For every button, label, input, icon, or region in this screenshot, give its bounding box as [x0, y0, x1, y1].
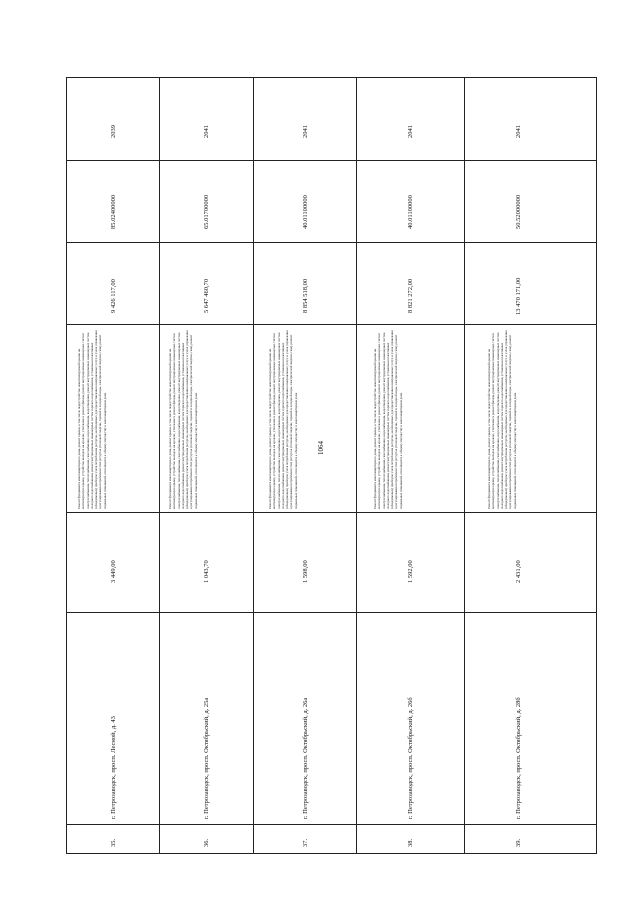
- row-number: 36.: [203, 838, 210, 847]
- area-value: 1 598,00: [302, 560, 309, 583]
- year-cell: [254, 78, 356, 160]
- code-cell: [67, 160, 159, 242]
- year-value: 2039: [110, 125, 117, 138]
- year-value: 2041: [203, 125, 210, 138]
- row-number: 37.: [302, 838, 309, 847]
- code-value: 65.01700000: [203, 194, 210, 229]
- table-row: [357, 78, 465, 853]
- address-cell: [160, 612, 253, 824]
- code-value: 50.52000000: [515, 194, 522, 229]
- year-cell: [357, 78, 464, 160]
- cost-cell: [465, 242, 596, 324]
- table-row: [254, 78, 357, 853]
- year-value: 2041: [302, 125, 309, 138]
- row-number: 39.: [515, 838, 522, 847]
- address-cell: [254, 612, 356, 824]
- works-text: Ремонт фундамента многоквартирного дома, ремонт крыши, в том числе переустройство невентилируемой крыши на вентилируемую крышу, устройство выходов на кровлю, утепление и ремонт фасада, ремонт внутридомовых инженерных систем электроснабжения, теплоснабжения, газоснабжения, водоснабжения, водоотведения, ремонт внутридомовых инженерных систем холодного водоснабжения, ремонт внутридомовых инженерных систем горячего водоснабжения, установка коллективных (общедомовых) приборов учета потребления ресурсов, необходимых для предоставления коммунальных услуг, и узлов управления и регулирования потребления этих ресурсов (тепловой энергии, горячей и холодной воды, электрической энергии, газа), ремонт подвальных помещений, относящихся к общему имуществу в многоквартирном доме: [77, 330, 107, 509]
- table-row: [160, 78, 254, 853]
- row-number: 35.: [110, 838, 117, 847]
- works-cell: [67, 324, 159, 512]
- number-cell: [67, 824, 159, 855]
- area-cell: [160, 512, 253, 612]
- address-cell: [67, 612, 159, 824]
- works-cell: [160, 324, 253, 512]
- address-value: г. Петрозаводск, просп. Октябрьский, д. 28б: [515, 697, 522, 819]
- works-text: Ремонт фундамента многоквартирного дома, ремонт крыши, в том числе переустройство невентилируемой крыши на вентилируемую крышу, устройство выходов на кровлю, утепление и ремонт фасада, ремонт внутридомовых инженерных систем электроснабжения, теплоснабжения, газоснабжения, водоснабжения, водоотведения, ремонт внутридомовых инженерных систем холодного водоснабжения, ремонт внутридомовых инженерных систем горячего водоснабжения, установка коллективных (общедомовых) приборов учета потребления ресурсов, необходимых для предоставления коммунальных услуг, и узлов управления и регулирования потребления этих ресурсов (тепловой энергии, горячей и холодной воды, электрической энергии, газа), ремонт подвальных помещений, относящихся к общему имуществу в многоквартирном доме: [487, 330, 517, 509]
- area-cell: [465, 512, 596, 612]
- cost-cell: [357, 242, 464, 324]
- code-value: 40.01100000: [407, 195, 414, 229]
- cost-cell: [254, 242, 356, 324]
- year-value: 2041: [407, 125, 414, 138]
- cost-value: 8 821 272,00: [407, 278, 414, 313]
- code-cell: [465, 160, 596, 242]
- page-number: 1064: [317, 441, 325, 455]
- area-value: 1 592,00: [407, 560, 414, 583]
- year-value: 2041: [515, 125, 522, 138]
- table-row: [465, 78, 596, 853]
- works-cell: [254, 324, 356, 512]
- works-text: Ремонт фундамента многоквартирного дома, ремонт крыши, в том числе переустройство невентилируемой крыши на вентилируемую крышу, устройство выходов на кровлю, утепление и ремонт фасада, ремонт внутридомовых инженерных систем электроснабжения, теплоснабжения, газоснабжения, водоснабжения, водоотведения, ремонт внутридомовых инженерных систем холодного водоснабжения, ремонт внутридомовых инженерных систем горячего водоснабжения, установка коллективных (общедомовых) приборов учета потребления ресурсов, необходимых для предоставления коммунальных услуг, и узлов управления и регулирования потребления этих ресурсов (тепловой энергии, горячей и холодной воды, электрической энергии, газа), ремонт подвальных помещений, относящихся к общему имуществу в многоквартирном доме: [373, 330, 403, 509]
- year-cell: [465, 78, 596, 160]
- code-cell: [160, 160, 253, 242]
- cost-cell: [67, 242, 159, 324]
- works-text: Ремонт фундамента многоквартирного дома, ремонт крыши, в том числе переустройство невентилируемой крыши на вентилируемую крышу, устройство выходов на кровлю, утепление и ремонт фасада, ремонт внутридомовых инженерных систем электроснабжения, теплоснабжения, газоснабжения, водоснабжения, водоотведения, ремонт внутридомовых инженерных систем холодного водоснабжения, ремонт внутридомовых инженерных систем горячего водоснабжения, установка коллективных (общедомовых) приборов учета потребления ресурсов, необходимых для предоставления коммунальных услуг, и узлов управления и регулирования потребления этих ресурсов (тепловой энергии, горячей и холодной воды, электрической энергии, газа), ремонт подвальных помещений, относящихся к общему имуществу в многоквартирном доме: [268, 330, 298, 509]
- row-number: 38.: [407, 838, 414, 847]
- area-cell: [67, 512, 159, 612]
- repair-program-table: [66, 77, 597, 854]
- works-text: Ремонт фундамента многоквартирного дома, ремонт крыши, в том числе переустройство невентилируемой крыши на вентилируемую крышу, устройство выходов на кровлю, утепление и ремонт фасада, ремонт внутридомовых инженерных систем электроснабжения, теплоснабжения, газоснабжения, водоснабжения, водоотведения, ремонт внутридомовых инженерных систем холодного водоснабжения, ремонт внутридомовых инженерных систем горячего водоснабжения, установка коллективных (общедомовых) приборов учета потребления ресурсов, необходимых для предоставления коммунальных услуг, и узлов управления и регулирования потребления этих ресурсов (тепловой энергии, горячей и холодной воды, электрической энергии, газа), ремонт подвальных помещений, относящихся к общему имуществу в многоквартирном доме: [168, 330, 198, 509]
- number-cell: [254, 824, 356, 855]
- address-cell: [357, 612, 464, 824]
- code-cell: [357, 160, 464, 242]
- address-value: г. Петрозаводск, просп. Октябрьский, д. 26б: [407, 697, 414, 819]
- cost-value: 13 470 171,00: [515, 277, 522, 315]
- cost-value: 9 426 117,00: [110, 279, 117, 313]
- code-cell: [254, 160, 356, 242]
- works-cell: [357, 324, 464, 512]
- area-value: 2 431,00: [515, 560, 522, 583]
- number-cell: [160, 824, 253, 855]
- area-value: 3 449,00: [110, 560, 117, 583]
- address-value: г. Петрозаводск, просп. Лесной, д. 43: [110, 716, 117, 819]
- number-cell: [465, 824, 596, 855]
- works-cell: [465, 324, 596, 512]
- area-value: 1 043,70: [203, 560, 210, 583]
- cost-cell: [160, 242, 253, 324]
- address-cell: [465, 612, 596, 824]
- area-cell: [357, 512, 464, 612]
- table-row: [67, 78, 160, 853]
- year-cell: [67, 78, 159, 160]
- address-value: г. Петрозаводск, просп. Октябрьский, д. 25а: [203, 697, 210, 819]
- code-value: 85.02400000: [110, 194, 117, 229]
- address-value: г. Петрозаводск, просп. Октябрьский, д. 26а: [302, 697, 309, 819]
- code-value: 40.01100000: [302, 195, 309, 229]
- cost-value: 5 647 460,70: [203, 278, 210, 313]
- year-cell: [160, 78, 253, 160]
- number-cell: [357, 824, 464, 855]
- area-cell: [254, 512, 356, 612]
- cost-value: 8 854 518,00: [302, 278, 309, 313]
